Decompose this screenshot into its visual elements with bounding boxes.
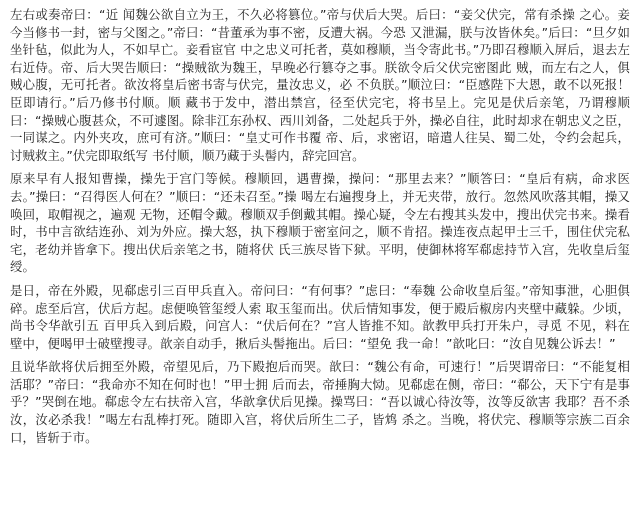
article-paragraph-1: 左右或奏帝曰：“近 闻魏公欲自立为王，不久必将篡位。”帝与伏后大哭。后曰：“妾父伏完，常有杀操 之心。妾今当修书一封，密与父图之。”帝曰：“昔董承为事不密，反遭大祸。今恐 又泄漏，朕与汝皆休矣。”后曰：“旦夕如坐针毡，似此为人，不如早亡。妾看宦官 中之忠义可托者，莫如穆顺，当令寄此书。”乃即召穆顺入屏后，退去左右近侍。帝、后大哭告顺曰：“操贼欲为魏王，早晚必行篡夺之事。朕欲令后父伏完密图此 贼，而左右之人，俱贼心腹，无可托者。欲汝将皇后密书寄与伏完，量汝忠义，必 不负朕。”顺泣曰：“臣感陛下大恩，敢不以死报！臣即请行。”后乃修书付顺。顺 藏书于发中，潜出禁宫，径至伏完宅，将书呈上。完见是伏后亲笔，乃谓穆顺曰：“操贼心腹甚众，不可遽图。除非江东孙权、西川刘备，二处起兵于外，操必自往，此时却求在朝忠义之臣，一同谋之。内外夹攻，庶可有济。”顺曰：“皇丈可作书覆 帝、后，求密诏，暗遣人往吴、蜀二处，令约会起兵，讨贼救主。”伏完即取纸写 书付顺，顺乃藏于头髻内，辞完回宫。 [10,7,630,163]
article-paragraph-4: 且说华歆将伏后拥至外殿，帝望见后，乃下殿抱后而哭。歆曰：“魏公有命，可速行！”后哭谓帝曰：“不能复相活耶？”帝曰：“我命亦不知在何时也！”甲士拥 后而去，帝捶胸大恸。见郗虑在侧，帝曰：“郗公，天下宁有是事乎？”哭倒在地。郗虑令左右扶帝入宫，华歆拿伏后见操。操骂曰：“吾以诚心待汝等，汝等反欲害 我耶？吾不杀汝，汝必杀我！”喝左右乱棒打死。随即入宫，将伏后所生二子，皆鸩 杀之。当晚，将伏完、穆顺等宗族二百余口，皆斩于市。 [10,359,630,445]
article-paragraph-2: 原来早有人报知曹操，操先于宫门等候。穆顺回，遇曹操，操问：“那里去来？”顺答曰：“皇后有病，命求医去。”操曰：“召得医人何在？”顺曰：“还未召至。”操 喝左右遍搜身上，并无夹带，放行。忽然风吹落其帽，操又唤回，取帽视之，遍观 无物，还帽令戴。穆顺双手倒戴其帽。操心疑，令左右搜其头发中，搜出伏完书来。操看时，书中言欲结连孙、刘为外应。操大怒，执下穆顺于密室问之，顺不肯招。操连夜点起甲士三千，围住伏完私宅，老幼并皆拿下。搜出伏后亲笔之书，随将伏 氏三族尽皆下狱。平明，使御林将军郗虑持节入宫，先收皇后玺绶。 [10,171,630,275]
article-paragraph-3: 是日，帝在外殿，见郗虑引三百甲兵直入。帝问曰：“有何事？”虑曰：“奉魏 公命收皇后玺。”帝知事泄，心胆俱碎。虑至后宫，伏后方起。虑便唤管玺绶人索 取玉玺而出。伏后情知事发，便于殿后椒房内夹壁中藏躲。少顷，尚书令华歆引五 百甲兵入到后殿，问宫人：“伏后何在？”宫人皆推不知。歆教甲兵打开朱户，寻觅 不见，料在壁中，便喝甲士破壁搜寻。歆亲自动手，揪后头髻拖出。后曰：“望免 我一命！”歆叱曰：“汝自见魏公诉去！” [10,282,630,351]
